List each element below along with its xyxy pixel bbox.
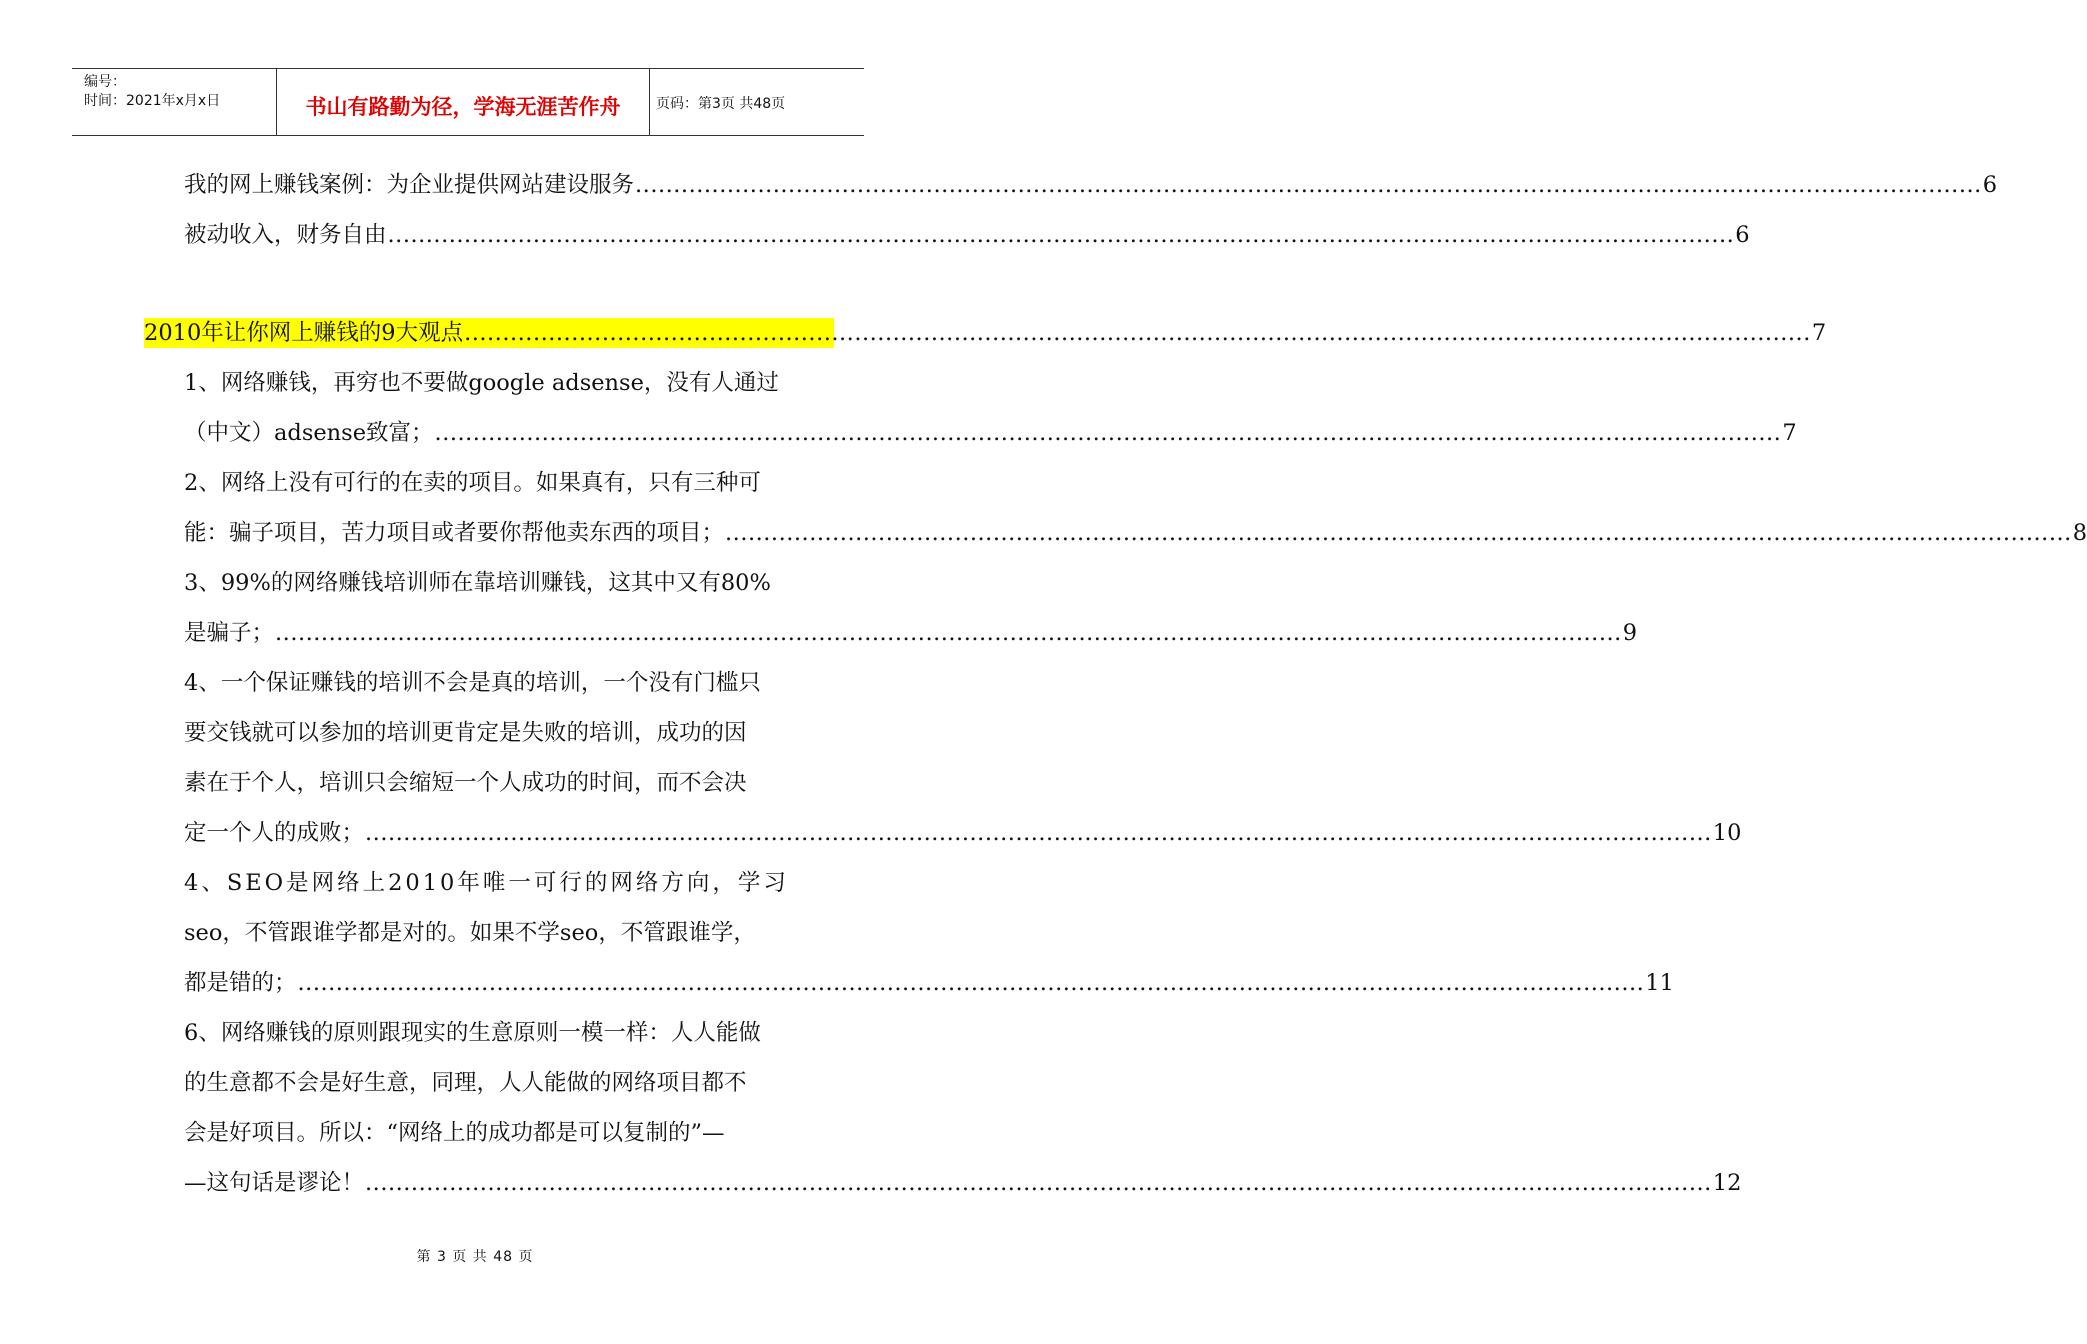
- toc-leader: [725, 518, 2072, 548]
- toc-page: 7: [1782, 420, 1797, 446]
- time-label: 时间：2021年x月x日: [84, 93, 221, 109]
- toc-entry[interactable]: [184, 220, 1750, 250]
- motto-text: 书山有路勤为径，学海无涯苦作舟: [305, 95, 621, 119]
- toc-page: 6: [1982, 172, 1998, 198]
- toc-line: 要交钱就可以参加的培训更肯定是失败的培训，成功的因: [184, 720, 747, 746]
- toc-leader: [464, 318, 1811, 348]
- page-number-label: 页码：第3页 共48页: [656, 96, 786, 112]
- toc-page: 8: [2072, 520, 2087, 546]
- toc-text: （中文）adsense致富；: [184, 420, 434, 446]
- toc-entry[interactable]: [184, 1168, 1742, 1198]
- toc-leader: [298, 968, 1645, 998]
- toc-leader: [635, 170, 1982, 200]
- toc-line: 4、SEO是网络上2010年唯一可行的网络方向，学习: [184, 870, 789, 896]
- toc-line: 的生意都不会是好生意，同理，人人能做的网络项目都不: [184, 1070, 747, 1096]
- toc-text: 定一个人的成败；: [184, 820, 365, 846]
- toc-entry[interactable]: [184, 818, 1742, 848]
- toc-leader: [388, 220, 1735, 250]
- toc-leader: [365, 1168, 1712, 1198]
- toc-entry[interactable]: [184, 418, 1797, 448]
- toc-entry-highlighted[interactable]: [144, 318, 1827, 348]
- toc-text: 都是错的；: [184, 970, 297, 996]
- toc-line: seo，不管跟谁学都是对的。如果不学seo，不管跟谁学，: [184, 920, 756, 946]
- toc-page: 11: [1645, 970, 1674, 996]
- toc-entry[interactable]: [184, 170, 1998, 200]
- toc-text: 2010年让你网上赚钱的9大观点: [144, 320, 464, 346]
- toc-leader: [275, 618, 1622, 648]
- toc-line: 6、网络赚钱的原则跟现实的生意原则一模一样：人人能做: [184, 1020, 761, 1046]
- toc-entry[interactable]: [184, 518, 2087, 548]
- toc-line: 4、一个保证赚钱的培训不会是真的培训，一个没有门槛只: [184, 670, 761, 696]
- page-footer: 第 3 页 共 48 页: [416, 1249, 534, 1265]
- toc-line: 素在于个人，培训只会缩短一个人成功的时间，而不会决: [184, 770, 747, 796]
- toc-page: 7: [1811, 320, 1827, 346]
- toc-text: 我的网上赚钱案例：为企业提供网站建设服务: [184, 172, 635, 198]
- toc-text: 是骗子；: [184, 620, 275, 646]
- toc-line: 3、99%的网络赚钱培训师在靠培训赚钱，这其中又有80%: [184, 570, 771, 596]
- toc-text: 能：骗子项目，苦力项目或者要你帮他卖东西的项目；: [184, 520, 725, 546]
- toc-page: 12: [1712, 1170, 1742, 1196]
- header-meta: [72, 69, 276, 135]
- toc-entry[interactable]: [184, 618, 1638, 648]
- toc-text: —这句话是谬论！: [184, 1170, 365, 1196]
- toc-page: 10: [1712, 820, 1742, 846]
- toc-leader: [435, 418, 1782, 448]
- header-motto-cell: [276, 69, 650, 135]
- page-header: [72, 68, 864, 136]
- number-label: 编号：: [84, 74, 126, 90]
- toc-line: 1、网络赚钱，再穷也不要做google adsense，没有人通过: [184, 370, 779, 396]
- toc-entry[interactable]: [184, 968, 1674, 998]
- toc-text: 被动收入，财务自由: [184, 222, 387, 248]
- toc-page: 6: [1735, 222, 1750, 248]
- toc-leader: [365, 818, 1712, 848]
- toc-line: 2、网络上没有可行的在卖的项目。如果真有，只有三种可: [184, 470, 761, 496]
- toc-page: 9: [1622, 620, 1638, 646]
- toc-line: 会是好项目。所以：“网络上的成功都是可以复制的”—: [184, 1120, 725, 1146]
